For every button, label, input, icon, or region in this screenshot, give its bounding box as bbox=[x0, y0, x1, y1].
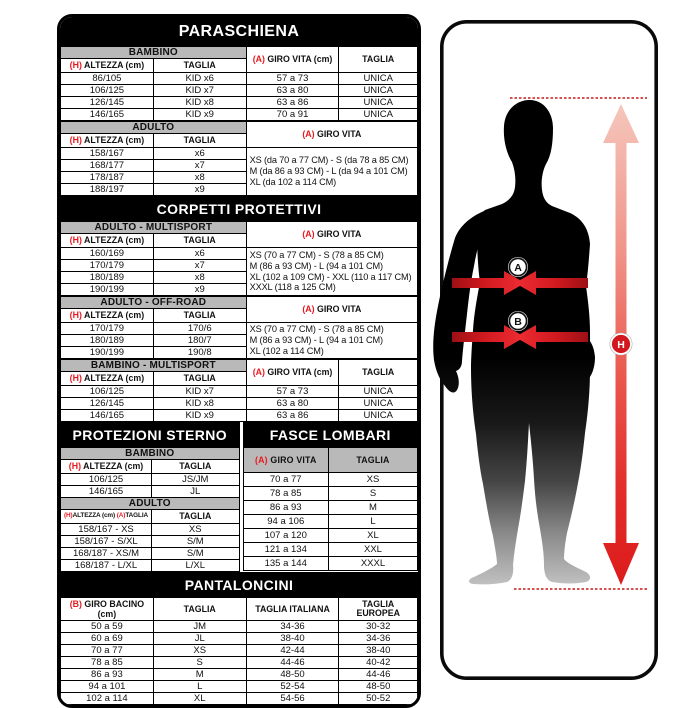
table-cell: 54-56 bbox=[246, 693, 339, 705]
table-cell: 170/179 bbox=[61, 323, 154, 335]
table-cell: XS bbox=[152, 524, 239, 536]
table-cell: 180/7 bbox=[153, 335, 246, 347]
marker-h-label: (H) bbox=[69, 310, 82, 321]
table-row bbox=[61, 560, 240, 572]
table-cell: KID x7 bbox=[153, 386, 246, 398]
table-cell: KID x9 bbox=[153, 109, 246, 121]
marker-b-label: (B) bbox=[69, 598, 82, 609]
column-header-label: (B) GIRO BACINO bbox=[69, 598, 145, 609]
marker-h-label: (H) bbox=[69, 60, 82, 71]
range-line: M (da 86 a 93 CM) - L (da 94 a 101 CM) bbox=[249, 166, 408, 177]
table-cell: 86 a 93 bbox=[61, 669, 154, 681]
table-body bbox=[243, 473, 417, 571]
table-cell: 70 a 77 bbox=[61, 645, 154, 657]
section-title-corpetti: CORPETTI PROTETTIVI bbox=[60, 196, 418, 221]
table-cell: 34-36 bbox=[339, 633, 418, 645]
table-cell: 168/187 - L/XL bbox=[61, 560, 152, 572]
marker-h-badge bbox=[610, 333, 632, 355]
column-header: TAGLIA bbox=[328, 448, 417, 473]
table-cell: UNICA bbox=[339, 97, 418, 109]
band-row bbox=[61, 498, 240, 510]
table-row bbox=[243, 473, 417, 487]
table-cell: JL bbox=[152, 486, 239, 498]
column-header-label: GIRO VITA bbox=[316, 129, 362, 140]
band-label: ADULTO bbox=[61, 122, 247, 134]
table-cell: UNICA bbox=[339, 410, 418, 422]
table-cell: 34-36 bbox=[246, 621, 339, 633]
band-row bbox=[61, 448, 240, 460]
table-row bbox=[61, 633, 418, 645]
table-cell: 126/145 bbox=[61, 398, 154, 410]
table-cell: UNICA bbox=[339, 73, 418, 85]
measurement-figure-panel bbox=[440, 20, 660, 680]
column-header: TAGLIA EUROPEA bbox=[339, 598, 418, 621]
range-line: XL (102 a 109 CM) - XXL (110 a 117 CM) bbox=[249, 271, 412, 282]
band-label: ADULTO - OFF-ROAD bbox=[61, 297, 247, 309]
band-row bbox=[61, 47, 418, 59]
range-line: M (86 a 93 CM) - L (94 a 101 CM) bbox=[249, 260, 383, 271]
table-cell: XXL bbox=[328, 543, 417, 557]
table-cell: 38-40 bbox=[246, 633, 339, 645]
column-header-label: ALTEZZA (cm) bbox=[84, 135, 145, 146]
marker-a-label: (A) bbox=[252, 54, 265, 65]
column-header-label: ALTEZZA (cm) bbox=[83, 461, 144, 472]
table-row bbox=[61, 693, 418, 705]
table-cell: 170/179 bbox=[61, 260, 154, 272]
table-cell: KID x7 bbox=[153, 85, 246, 97]
table-row bbox=[61, 621, 418, 633]
table-cell: 158/167 - S/XL bbox=[61, 536, 152, 548]
table-cell: 70 a 77 bbox=[243, 473, 328, 487]
column-header: TAGLIA bbox=[153, 134, 246, 148]
table-cell: L/XL bbox=[152, 560, 239, 572]
column-header bbox=[61, 460, 152, 474]
table-cell: UNICA bbox=[339, 386, 418, 398]
table-row bbox=[61, 645, 418, 657]
table-cell: 168/177 bbox=[61, 160, 154, 172]
waist-arrow-a-right-shaft bbox=[536, 278, 588, 288]
table-cell: 146/165 bbox=[61, 109, 154, 121]
table-cell: 50-52 bbox=[339, 693, 418, 705]
table-cell: JS/JM bbox=[152, 474, 239, 486]
column-header bbox=[61, 309, 154, 323]
marker-a-letter: A bbox=[514, 262, 522, 274]
band-row bbox=[61, 122, 418, 134]
table-cell: x6 bbox=[153, 148, 246, 160]
table-cell: 63 a 86 bbox=[246, 410, 339, 422]
band-label: BAMBINO - MULTISPORT bbox=[61, 360, 247, 372]
table-row bbox=[61, 323, 418, 335]
table-row bbox=[61, 398, 418, 410]
table-cell: 30-32 bbox=[339, 621, 418, 633]
fasce-column bbox=[243, 422, 418, 572]
sterno-fasce-section bbox=[60, 422, 418, 572]
column-header: TAGLIA bbox=[153, 59, 246, 73]
table-cell: 106/125 bbox=[61, 85, 154, 97]
range-line: XS (70 a 77 CM) - S (78 a 85 CM) bbox=[249, 324, 384, 335]
height-arrow-head-bottom bbox=[603, 543, 639, 585]
table-cell: JL bbox=[153, 633, 246, 645]
column-header bbox=[61, 372, 154, 386]
table-cell: x9 bbox=[153, 184, 246, 196]
section-title-paraschiena: PARASCHIENA bbox=[60, 17, 418, 46]
table-cell: 86/105 bbox=[61, 73, 154, 85]
column-header: TAGLIA bbox=[152, 460, 239, 474]
table-cell: 40-42 bbox=[339, 657, 418, 669]
giro-vita-ranges bbox=[246, 148, 417, 196]
table-cell: x8 bbox=[153, 272, 246, 284]
marker-a-label: (A) bbox=[252, 367, 265, 378]
table-cell: 60 a 69 bbox=[61, 633, 154, 645]
table-cell: 63 a 80 bbox=[246, 398, 339, 410]
table-row bbox=[243, 557, 417, 571]
column-header: TAGLIA bbox=[153, 372, 246, 386]
table-row bbox=[243, 529, 417, 543]
table-cell: XL bbox=[328, 529, 417, 543]
table-cell: x6 bbox=[153, 248, 246, 260]
table-cell: XS bbox=[153, 645, 246, 657]
column-header bbox=[61, 234, 154, 248]
table-cell: 170/6 bbox=[153, 323, 246, 335]
column-header-label: ALTEZZA (cm) bbox=[84, 60, 145, 71]
header-row bbox=[61, 460, 240, 474]
marker-a-badge bbox=[508, 257, 528, 277]
table-cell: 178/187 bbox=[61, 172, 154, 184]
right-hand-shape bbox=[577, 335, 595, 382]
column-header bbox=[246, 122, 417, 148]
table-body bbox=[61, 524, 240, 572]
sterno-table bbox=[60, 447, 240, 572]
table-cell: 57 a 73 bbox=[246, 73, 339, 85]
table-cell: x7 bbox=[153, 260, 246, 272]
table-row bbox=[61, 486, 240, 498]
marker-h-label: (H) bbox=[69, 373, 82, 384]
table-cell: 57 a 73 bbox=[246, 386, 339, 398]
column-header-label: GIRO VITA (cm) bbox=[267, 54, 333, 65]
column-header-label: GIRO VITA bbox=[270, 454, 317, 465]
table-row bbox=[61, 85, 418, 97]
table-cell: 52-54 bbox=[246, 681, 339, 693]
table-cell: 168/187 - XS/M bbox=[61, 548, 152, 560]
sterno-column bbox=[60, 422, 240, 572]
column-header-label: GIRO VITA (cm) bbox=[267, 367, 333, 378]
table-cell: x9 bbox=[153, 284, 246, 296]
table-cell: 106/125 bbox=[61, 474, 152, 486]
marker-h-label: (H) bbox=[64, 512, 73, 520]
marker-a-label: (A) bbox=[116, 512, 126, 520]
paraschiena-bambino-table bbox=[60, 46, 418, 121]
table-cell: 158/167 - XS bbox=[61, 524, 152, 536]
size-tables-panel bbox=[57, 14, 421, 708]
header-row bbox=[61, 510, 240, 524]
column-header-label: ALTEZZA (cm) bbox=[84, 310, 145, 321]
band-row bbox=[61, 222, 418, 234]
table-row bbox=[61, 548, 240, 560]
table-cell: 180/189 bbox=[61, 272, 154, 284]
range-line: XS (da 70 a 77 CM) - S (da 78 a 85 CM) bbox=[249, 155, 409, 166]
table-cell: XS bbox=[328, 473, 417, 487]
table-cell: KID x6 bbox=[153, 73, 246, 85]
table-row bbox=[61, 669, 418, 681]
table-cell: KID x8 bbox=[153, 97, 246, 109]
column-header: TAGLIA bbox=[152, 510, 239, 524]
marker-b-badge bbox=[508, 311, 528, 331]
table-cell: 146/165 bbox=[61, 410, 154, 422]
table-row bbox=[61, 248, 418, 260]
waist-arrow-a-left-shaft bbox=[452, 278, 504, 288]
table-row bbox=[243, 487, 417, 501]
table-cell: 158/167 bbox=[61, 148, 154, 160]
band-label: ADULTO bbox=[61, 498, 240, 510]
table-cell: 190/8 bbox=[153, 347, 246, 359]
table-row bbox=[61, 410, 418, 422]
hip-arrow-b-right-shaft bbox=[536, 332, 588, 342]
column-header-label: ALTEZZA (cm) bbox=[84, 373, 145, 384]
table-cell: L bbox=[153, 681, 246, 693]
range-line: XL (da 102 a 114 CM) bbox=[249, 176, 336, 187]
giro-vita-ranges bbox=[246, 248, 417, 296]
section-title-fasce: FASCE LOMBARI bbox=[243, 422, 418, 447]
table-body bbox=[61, 621, 418, 705]
table-cell: UNICA bbox=[339, 85, 418, 97]
table-row bbox=[61, 474, 240, 486]
table-cell: 121 a 134 bbox=[243, 543, 328, 557]
table-row bbox=[61, 148, 418, 160]
marker-h-label: (H) bbox=[69, 235, 82, 246]
band-row bbox=[61, 360, 418, 372]
range-line: XS (70 a 77 CM) - S (78 a 85 CM) bbox=[249, 249, 384, 260]
table-cell: 94 a 101 bbox=[61, 681, 154, 693]
column-header: TAGLIA bbox=[339, 360, 418, 386]
table-cell: x8 bbox=[153, 172, 246, 184]
table-cell: S bbox=[153, 657, 246, 669]
table-cell: S bbox=[328, 487, 417, 501]
table-cell: 94 a 106 bbox=[243, 515, 328, 529]
table-row bbox=[61, 657, 418, 669]
paraschiena-adulto-table bbox=[60, 121, 418, 196]
table-cell: 135 a 144 bbox=[243, 557, 328, 571]
table-row bbox=[243, 543, 417, 557]
table-cell: L bbox=[328, 515, 417, 529]
column-header: TAGLIA ITALIANA bbox=[246, 598, 339, 621]
table-cell: 106/125 bbox=[61, 386, 154, 398]
header-row bbox=[61, 598, 418, 621]
table-cell: 38-40 bbox=[339, 645, 418, 657]
table-cell: 180/189 bbox=[61, 335, 154, 347]
band-label: BAMBINO bbox=[61, 448, 240, 460]
corpetti-offroad-table bbox=[60, 296, 418, 359]
column-header bbox=[246, 360, 339, 386]
header-row bbox=[243, 448, 417, 473]
column-header-sub: (cm) bbox=[97, 609, 117, 619]
band-label: ADULTO - MULTISPORT bbox=[61, 222, 247, 234]
table-cell: 107 a 120 bbox=[243, 529, 328, 543]
table-cell: 44-46 bbox=[339, 669, 418, 681]
table-row bbox=[61, 386, 418, 398]
table-cell: 190/199 bbox=[61, 284, 154, 296]
height-arrow-head-top bbox=[603, 104, 639, 143]
table-cell: 146/165 bbox=[61, 486, 152, 498]
table-cell: M bbox=[153, 669, 246, 681]
table-cell: 126/145 bbox=[61, 97, 154, 109]
column-header: TAGLIA bbox=[153, 598, 246, 621]
range-line: XXXL (118 a 125 CM) bbox=[249, 282, 336, 293]
table-cell: 86 a 93 bbox=[243, 501, 328, 515]
column-header bbox=[61, 59, 154, 73]
table-row bbox=[61, 524, 240, 536]
corpetti-bambino-table bbox=[60, 359, 418, 422]
marker-a-label: (A) bbox=[302, 129, 315, 140]
section-title-sterno: PROTEZIONI STERNO bbox=[60, 422, 240, 447]
column-header-label: ALTEZZA (cm) bbox=[72, 512, 116, 520]
column-header bbox=[61, 134, 154, 148]
table-cell: S/M bbox=[152, 548, 239, 560]
table-cell: x7 bbox=[153, 160, 246, 172]
table-cell: KID x8 bbox=[153, 398, 246, 410]
column-header: TAGLIA bbox=[339, 47, 418, 73]
range-line: M (86 a 93 CM) - L (94 a 101 CM) bbox=[249, 335, 383, 346]
column-header-label: ALTEZZA (cm) bbox=[84, 235, 145, 246]
pantaloncini-table bbox=[60, 597, 418, 705]
table-body bbox=[61, 474, 240, 498]
table-cell: 50 a 59 bbox=[61, 621, 154, 633]
table-cell: 190/199 bbox=[61, 347, 154, 359]
column-header-label: GIRO VITA bbox=[316, 304, 362, 315]
hip-arrow-b-left-shaft bbox=[452, 332, 504, 342]
column-header bbox=[61, 510, 152, 524]
table-cell: JM bbox=[153, 621, 246, 633]
table-cell: S/M bbox=[152, 536, 239, 548]
column-header bbox=[246, 222, 417, 248]
fasce-table bbox=[243, 447, 418, 571]
marker-h-letter: H bbox=[617, 339, 625, 351]
column-header: TAGLIA bbox=[153, 234, 246, 248]
table-cell: 188/197 bbox=[61, 184, 154, 196]
table-cell: KID x9 bbox=[153, 410, 246, 422]
table-cell: 63 a 86 bbox=[246, 97, 339, 109]
table-cell: 44-46 bbox=[246, 657, 339, 669]
corpetti-multisport-table bbox=[60, 221, 418, 296]
table-body bbox=[61, 386, 418, 422]
column-header bbox=[61, 598, 154, 621]
table-cell: 48-50 bbox=[339, 681, 418, 693]
band-row bbox=[61, 297, 418, 309]
table-row bbox=[243, 501, 417, 515]
table-cell: UNICA bbox=[339, 109, 418, 121]
range-line: XL (102 a 114 CM) bbox=[249, 345, 324, 356]
table-row bbox=[61, 536, 240, 548]
marker-a-label: (A) bbox=[302, 229, 315, 240]
table-cell: 42-44 bbox=[246, 645, 339, 657]
marker-h-label: (H) bbox=[68, 461, 81, 472]
table-row bbox=[61, 681, 418, 693]
table-row bbox=[61, 73, 418, 85]
table-row bbox=[243, 515, 417, 529]
table-cell: 48-50 bbox=[246, 669, 339, 681]
section-title-pantaloncini: PANTALONCINI bbox=[60, 572, 418, 597]
table-row bbox=[61, 97, 418, 109]
table-cell: 63 a 80 bbox=[246, 85, 339, 97]
table-cell: XL bbox=[153, 693, 246, 705]
table-cell: 102 a 114 bbox=[61, 693, 154, 705]
table-cell: 160/169 bbox=[61, 248, 154, 260]
table-row bbox=[61, 109, 418, 121]
table-cell: 78 a 85 bbox=[243, 487, 328, 501]
column-header-label: TAGLIA bbox=[125, 512, 149, 520]
marker-a-label: (A) bbox=[254, 454, 268, 465]
marker-a-label: (A) bbox=[302, 304, 315, 315]
table-cell: 78 a 85 bbox=[61, 657, 154, 669]
table-cell: UNICA bbox=[339, 398, 418, 410]
marker-b-letter: B bbox=[514, 316, 522, 328]
table-cell: XXXL bbox=[328, 557, 417, 571]
giro-vita-ranges bbox=[246, 323, 417, 359]
table-cell: 70 a 91 bbox=[246, 109, 339, 121]
column-header bbox=[246, 297, 417, 323]
column-header bbox=[243, 448, 328, 473]
column-header-label: GIRO VITA bbox=[316, 229, 362, 240]
table-body bbox=[61, 73, 418, 121]
table-cell: M bbox=[328, 501, 417, 515]
marker-h-label: (H) bbox=[69, 135, 82, 146]
column-header bbox=[246, 47, 339, 73]
column-header: TAGLIA bbox=[153, 309, 246, 323]
band-label: BAMBINO bbox=[61, 47, 247, 59]
